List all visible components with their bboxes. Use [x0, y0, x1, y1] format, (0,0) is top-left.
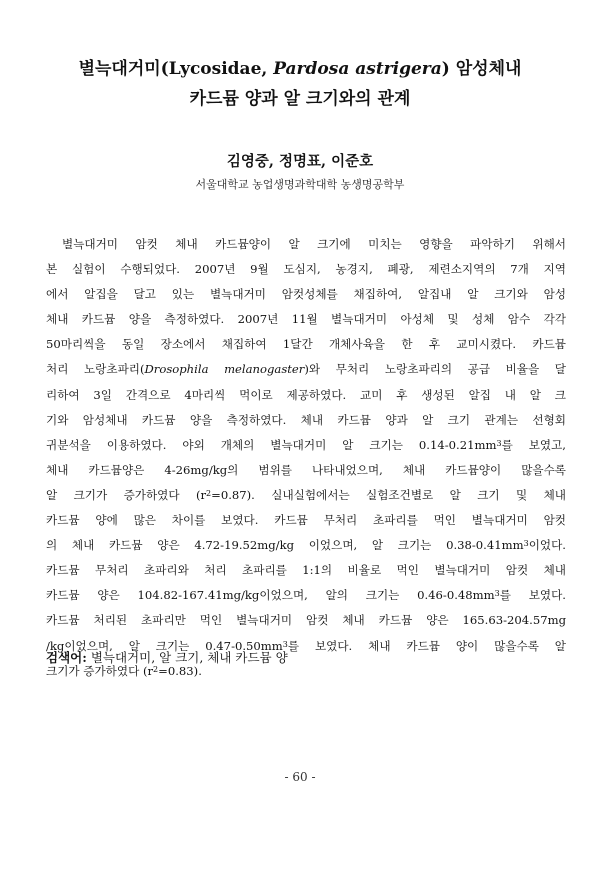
abstract-line	[46, 533, 566, 558]
text-span: 이었다.	[528, 538, 566, 553]
abstract-line: 리하여 3일 간격으로 4마리씩 먹이로 제공하였다. 교미 후 생성된 알집 내 알 크	[46, 387, 566, 402]
text-span: =0.87). 실내실험에서는 실험조건별로 알 크기 및 체내	[211, 487, 566, 502]
page-number: - 60 -	[284, 770, 316, 784]
title-prefix: 별늑대거미(	[78, 59, 169, 79]
superscript: 2	[206, 488, 212, 498]
keywords-text: 별늑대거미, 알 크기, 체내 카드뮴 양	[86, 650, 288, 665]
text-span: 크기가 증가하였다 (r	[46, 663, 154, 678]
title-suffix: ) 암성체내	[441, 59, 522, 79]
text-span: 처리 노랑초파리(	[46, 362, 145, 377]
text-span: /kg이었으며, 알 크기는 0.47-0.50mm	[46, 638, 283, 653]
abstract-line: 50마리씩을 동일 장소에서 채집하여 1달간 개체사육을 한 후 교미시켰다. 카드뮴	[46, 337, 566, 352]
superscript: 3	[496, 438, 502, 448]
abstract-line: 기와 암성체내 카드뮴 양을 측정하였다. 체내 카드뮴 양과 알 크기 관계는 선형회	[46, 412, 566, 427]
abstract-line	[46, 583, 566, 608]
abstract-line: 본 실험이 수행되었다. 2007년 9월 도심지, 농경지, 폐광, 제련소지역의 7개 지역	[46, 262, 566, 277]
abstract-line	[46, 433, 566, 458]
text-span: 알 크기가 증가하였다 (r	[46, 487, 207, 502]
abstract-line: 에서 알집을 달고 있는 별늑대거미 암컷성체를 채집하여, 알집내 알 크기와 암성	[46, 287, 566, 302]
abstract-line: 카드뮴 양에 많은 차이를 보였다. 카드뮴 무처리 초파리를 먹인 별늑대거미 암컷	[46, 513, 566, 528]
title-family: Lycosidae,	[168, 59, 274, 79]
keywords-label: 검색어:	[46, 650, 87, 665]
abstract-line	[46, 357, 566, 382]
abstract-line: 별늑대거미 암컷 체내 카드뮴양이 알 크기에 미치는 영향을 파악하기 위해서	[62, 237, 566, 251]
superscript: 2	[153, 664, 159, 674]
text-span: =0.83).	[158, 663, 202, 678]
authors: 김영중, 정명표, 이준호	[226, 153, 374, 170]
abstract-line: 체내 카드뮴양은 4-26mg/kg의 범위를 나타내었으며, 체내 카드뮴양이 많을수록	[46, 462, 566, 477]
text-span: 를 보였다.	[499, 588, 566, 603]
keywords	[46, 648, 566, 666]
affiliation: 서울대학교 농업생명과학대학 농생명공학부	[195, 178, 405, 191]
species-name: Drosophila melanogaster	[144, 362, 305, 377]
abstract	[46, 232, 566, 684]
title-line-1	[40, 55, 560, 83]
text-span: 의 체내 카드뮴 양은 4.72-19.52mg/kg 이었으며, 알 크기는 0.38-0.41mm	[46, 538, 524, 553]
text-span: 귀분석을 이용하였다. 야외 개체의 별늑대거미 알 크기는 0.14-0.21mm	[46, 437, 497, 452]
text-span: 를 보였다. 체내 카드뮴 양이 많을수록 알	[287, 638, 566, 653]
text-span: 를 보였고,	[501, 437, 566, 452]
abstract-line: 체내 카드뮴 양을 측정하였다. 2007년 11월 별늑대거미 아성체 및 성체 암수 각각	[46, 312, 566, 327]
title-species: Pardosa astrigera	[273, 59, 442, 79]
superscript: 3	[494, 589, 500, 599]
superscript: 3	[523, 539, 529, 549]
abstract-line: 카드뮴 처리된 초파리만 먹인 별늑대거미 암컷 체내 카드뮴 양은 165.63-204.57mg	[46, 613, 566, 628]
title-line-2: 카드뮴 양과 알 크기와의 관계	[189, 89, 411, 109]
superscript: 3	[282, 639, 288, 649]
text-span: )와 무처리 노랑초파리의 공급 비율을 달	[304, 362, 566, 377]
abstract-line: 카드뮴 무처리 초파리와 처리 초파리를 1:1의 비율로 먹인 별늑대거미 암컷 체내	[46, 563, 566, 578]
text-span: 카드뮴 양은 104.82-167.41mg/kg이었으며, 알의 크기는 0.46-0.48mm	[46, 588, 495, 603]
abstract-line	[46, 483, 566, 508]
